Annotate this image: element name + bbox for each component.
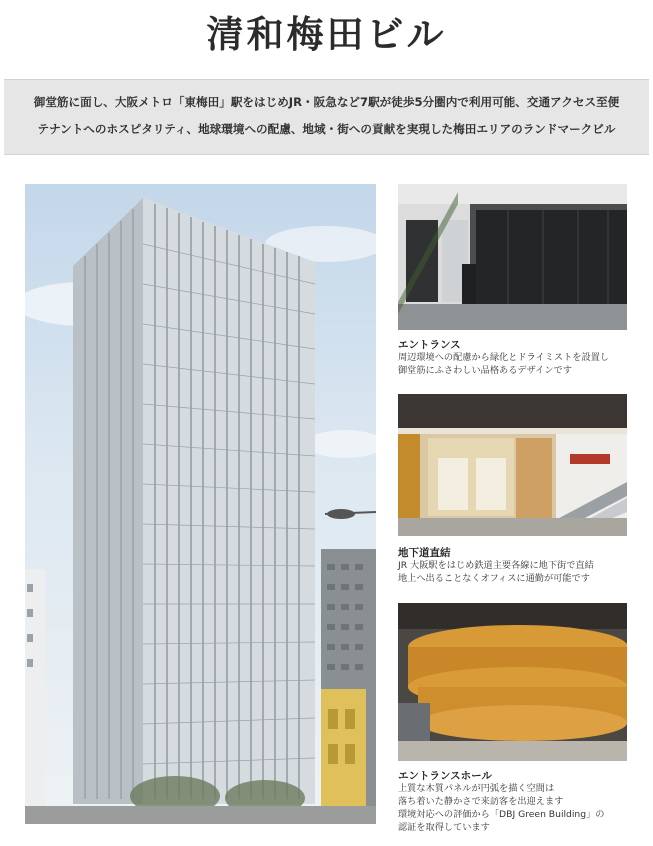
entrance-photo (398, 184, 627, 330)
entrance-hall-line-3: 環境対応への評価から「DBJ Green Building」の (398, 809, 605, 820)
entrance-hall-line-1: 上質な木質パネルが円弧を描く空間は (398, 783, 555, 794)
entrance-hall-title: エントランスホール (398, 770, 492, 782)
entrance-title: エントランス (398, 339, 461, 351)
entrance-hall-photo (398, 603, 627, 761)
underground-title: 地下道直結 (398, 547, 451, 559)
building-photo (25, 184, 376, 824)
intro-banner (4, 79, 649, 155)
underground-line-2: 地上へ出ることなくオフィスに通勤が可能です (398, 573, 590, 584)
entrance-hall-line-2: 落ち着いた静かさで来訪客を出迎えます (398, 796, 564, 807)
entrance-hall-line-4: 認証を取得しています (398, 822, 490, 833)
intro-line-1: 御堂筋に面し、大阪メトロ「東梅田」駅をはじめJR・阪急など7駅が徒歩5分圏内で利用可能、交通アクセス至便 (33, 95, 620, 109)
page-title: 清和梅田ビル (206, 13, 447, 56)
intro-line-2: テナントへのホスピタリティ、地球環境への配慮、地域・街への貢献を実現した梅田エリアのランドマークビル (37, 122, 616, 136)
underground-line-1: JR 大阪駅をはじめ鉄道主要各線に地下街で直結 (398, 560, 594, 571)
entrance-line-2: 御堂筋にふさわしい品格あるデザインです (398, 365, 572, 376)
underground-photo (398, 394, 627, 536)
entrance-line-1: 周辺環境への配慮から緑化とドライミストを設置し (398, 352, 610, 363)
